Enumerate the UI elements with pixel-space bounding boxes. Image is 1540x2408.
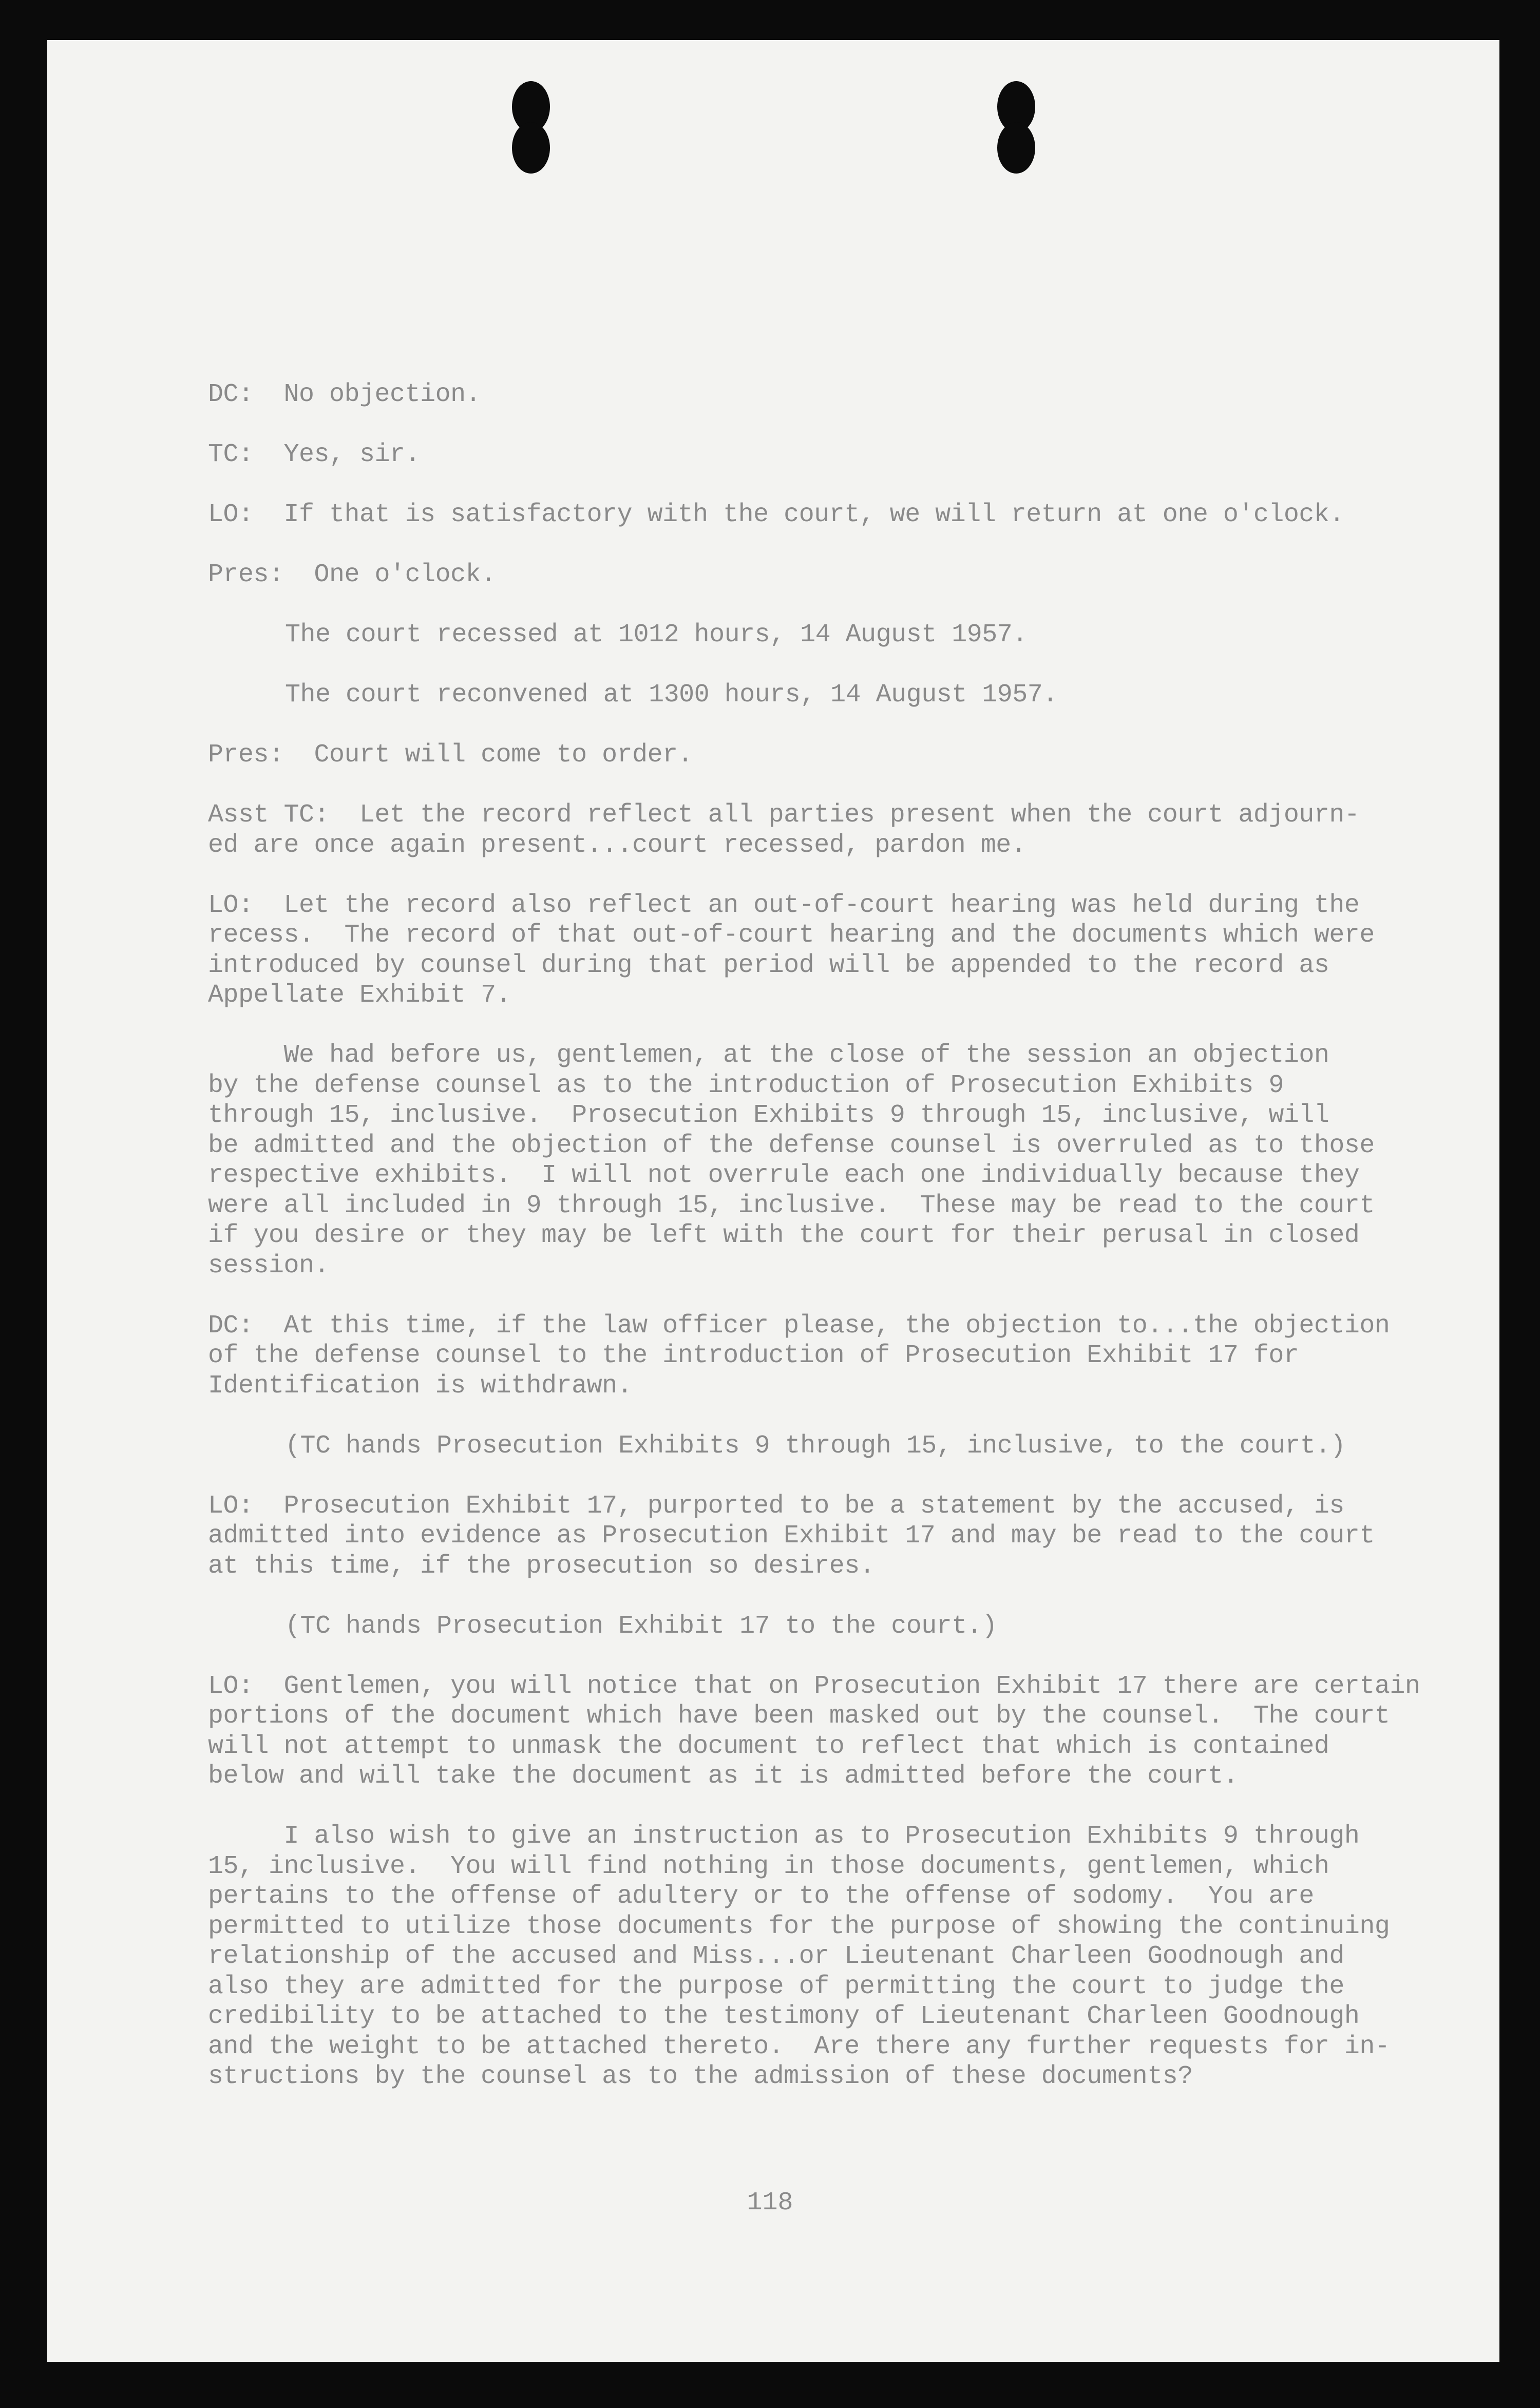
transcript-line: at this time, if the prosecution so desires. <box>208 1551 875 1581</box>
transcript-paragraph-p4 <box>208 560 1430 590</box>
transcript-line: pertains to the offense of adultery or to the offense of sodomy. You are <box>208 1882 1314 1911</box>
transcript-line: introduced by counsel during that period will be appended to the record as <box>208 950 1329 980</box>
transcript-line: The court reconvened at 1300 hours, 14 August 1957. <box>285 680 1058 710</box>
transcript-line: (TC hands Prosecution Exhibits 9 through 15, inclusive, to the court.) <box>285 1431 1346 1461</box>
transcript-line: TC: Yes, sir. <box>208 440 421 469</box>
transcript-line: credibility to be attached to the testimony of Lieutenant Charleen Goodnough <box>208 2002 1360 2031</box>
transcript-paragraph-p16 <box>208 1822 1430 2092</box>
transcript-line: 15, inclusive. You will find nothing in those documents, gentlemen, which <box>208 1851 1329 1881</box>
transcript-paragraph-p10 <box>208 1041 1430 1281</box>
transcript-line: Appellate Exhibit 7. <box>208 981 511 1010</box>
transcript-line: by the defense counsel as to the introduction of Prosecution Exhibits 9 <box>208 1071 1284 1100</box>
transcript-paragraph-p2 <box>208 440 1430 470</box>
transcript-paragraph-p9 <box>208 891 1430 1011</box>
punch-hole-left <box>512 81 550 174</box>
transcript-paragraph-p12 <box>208 1431 1430 1462</box>
transcript-line: (TC hands Prosecution Exhibit 17 to the court.) <box>285 1611 997 1641</box>
transcript-line: LO: Let the record also reflect an out-of-court hearing was held during the <box>208 890 1360 920</box>
transcript-line: DC: At this time, if the law officer please, the objection to...the objection <box>208 1311 1390 1341</box>
transcript-line: ed are once again present...court recessed, pardon me. <box>208 830 1026 860</box>
transcript-paragraph-p7 <box>208 740 1430 771</box>
transcript-line: Pres: One o'clock. <box>208 560 496 589</box>
transcript-paragraph-p1 <box>208 380 1430 410</box>
transcript-paragraph-p3 <box>208 500 1430 530</box>
transcript-body <box>208 380 1430 2122</box>
transcript-line: also they are admitted for the purpose of permitting the court to judge the <box>208 1972 1344 2001</box>
transcript-line: session. <box>208 1251 330 1281</box>
transcript-line: portions of the document which have been masked out by the counsel. The court <box>208 1702 1390 1731</box>
transcript-line: relationship of the accused and Miss...or Lieutenant Charleen Goodnough and <box>208 1942 1344 1971</box>
transcript-line: LO: Gentlemen, you will notice that on Prosecution Exhibit 17 there are certain <box>208 1671 1420 1701</box>
transcript-line: permitted to utilize those documents for the purpose of showing the continuing <box>208 1912 1390 1941</box>
transcript-line: and the weight to be attached thereto. Are there any further requests for in- <box>208 2032 1390 2061</box>
transcript-line: below and will take the document as it is admitted before the court. <box>208 1762 1239 1791</box>
transcript-line: recess. The record of that out-of-court hearing and the documents which were <box>208 921 1375 950</box>
transcript-line: Pres: Court will come to order. <box>208 740 693 770</box>
transcript-line: admitted into evidence as Prosecution Exhibit 17 and may be read to the court <box>208 1521 1375 1551</box>
transcript-paragraph-p8 <box>208 800 1430 861</box>
transcript-line: DC: No objection. <box>208 380 481 409</box>
transcript-line: LO: If that is satisfactory with the court, we will return at one o'clock. <box>208 500 1344 529</box>
transcript-paragraph-p14 <box>208 1612 1430 1642</box>
transcript-line: Asst TC: Let the record reflect all parties present when the court adjourn- <box>208 800 1360 830</box>
punch-hole-right <box>997 81 1035 174</box>
page-number: 118 <box>747 2188 793 2218</box>
transcript-paragraph-p15 <box>208 1672 1430 1792</box>
transcript-paragraph-p5 <box>208 620 1430 651</box>
transcript-paragraph-p13 <box>208 1492 1430 1582</box>
transcript-line: of the defense counsel to the introduction of Prosecution Exhibit 17 for <box>208 1341 1299 1370</box>
transcript-line: respective exhibits. I will not overrule each one individually because they <box>208 1161 1360 1190</box>
transcript-line: if you desire or they may be left with the court for their perusal in closed <box>208 1221 1360 1250</box>
transcript-line: through 15, inclusive. Prosecution Exhibits 9 through 15, inclusive, will <box>208 1101 1329 1130</box>
transcript-line: be admitted and the objection of the defense counsel is overruled as to those <box>208 1131 1375 1160</box>
transcript-line: Identification is withdrawn. <box>208 1371 633 1401</box>
transcript-line: LO: Prosecution Exhibit 17, purported to be a statement by the accused, is <box>208 1491 1344 1521</box>
transcript-paragraph-p11 <box>208 1311 1430 1402</box>
transcript-line: We had before us, gentlemen, at the close of the session an objection <box>208 1041 1329 1070</box>
transcript-line: structions by the counsel as to the admission of these documents? <box>208 2062 1193 2091</box>
transcript-line: will not attempt to unmask the document to reflect that which is contained <box>208 1731 1329 1761</box>
transcript-line: I also wish to give an instruction as to Prosecution Exhibits 9 through <box>208 1822 1360 1851</box>
transcript-line: The court recessed at 1012 hours, 14 August 1957. <box>285 620 1028 649</box>
transcript-line: were all included in 9 through 15, inclusive. These may be read to the court <box>208 1191 1375 1220</box>
transcript-paragraph-p6 <box>208 680 1430 711</box>
